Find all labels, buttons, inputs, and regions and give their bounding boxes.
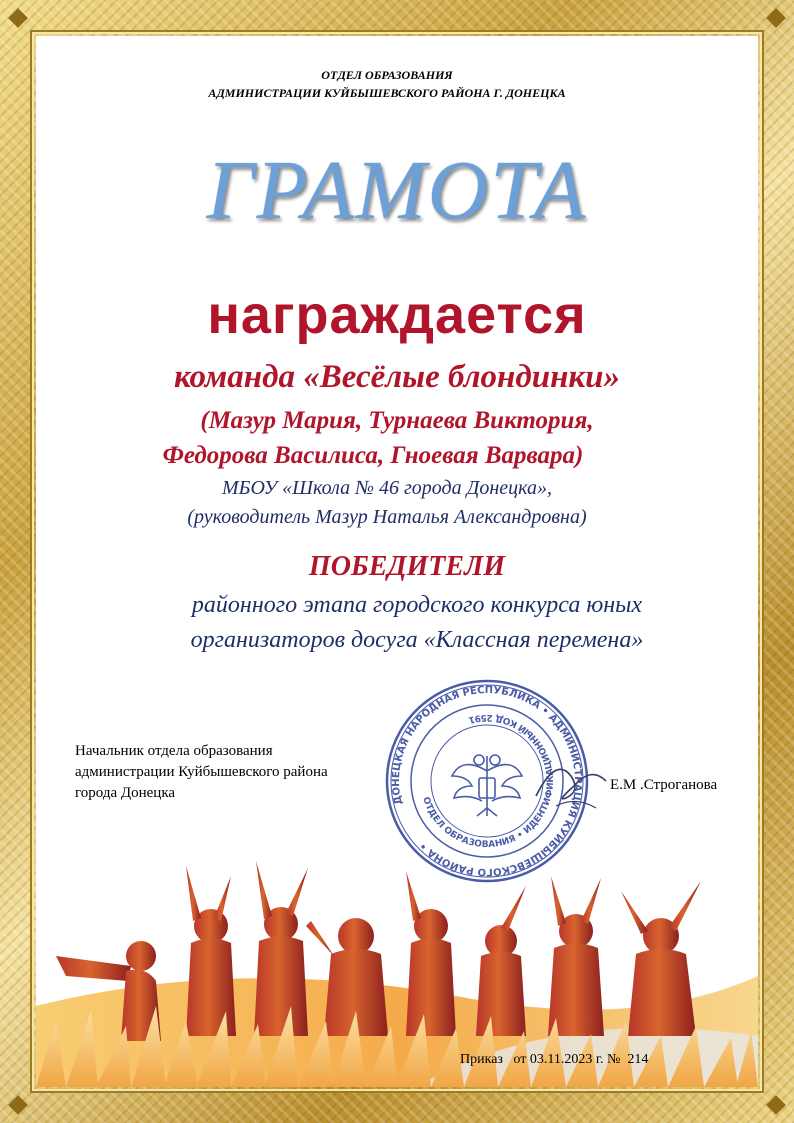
signer-line-2: администрации Куйбышевского района: [75, 764, 328, 780]
frame-corner-ornament: [8, 1095, 28, 1115]
stamp-outer-text: ДОНЕЦКАЯ НАРОДНАЯ РЕСПУБЛИКА • АДМИНИСТРАЦИЯ КУЙБЫШЕВСКОГО РАЙОНА •: [390, 684, 584, 878]
team-name: команда «Весёлые блондинки»: [173, 359, 621, 395]
stamp-inner-text: ОТДЕЛ ОБРАЗОВАНИЯ • ИДЕНТИФИКАЦИОННЫЙ КОД 2591: [420, 711, 557, 851]
signer-title: [75, 741, 405, 804]
contest-line-2: организаторов досуга «Классная перемена»: [190, 627, 644, 653]
contest-line-1: районного этапа городского конкурса юных: [191, 592, 643, 618]
members-line-2: Федорова Василиса, Гноевая Варвара): [162, 442, 584, 469]
result-heading: ПОБЕДИТЕЛИ: [308, 551, 506, 582]
signer-line-3: города Донецка: [75, 785, 176, 801]
frame-corner-ornament: [766, 8, 786, 28]
department-line-1: ОТДЕЛ ОБРАЗОВАНИЯ: [321, 68, 453, 82]
certificate-title: ГРАМОТА: [206, 144, 588, 237]
school-name: МБОУ «Школа № 46 города Донецка»,: [221, 477, 552, 499]
department-line-2: АДМИНИСТРАЦИИ КУЙБЫШЕВСКОГО РАЙОНА Г. ДОНЕЦКА: [208, 86, 566, 100]
signer-name: Е.М .Строганова: [610, 777, 718, 793]
handwritten-signature: [526, 736, 616, 826]
signer-line-1: Начальник отдела образования: [75, 743, 273, 759]
eagle-emblem-icon: [452, 755, 522, 816]
awarded-heading: награждается: [207, 285, 587, 345]
frame-corner-ornament: [8, 8, 28, 28]
certificate-paper: [36, 36, 758, 1087]
team-leader: (руководитель Мазур Наталья Александровна): [187, 506, 587, 528]
members-line-1: (Мазур Мария, Турнаева Виктория,: [200, 407, 594, 434]
order-reference: Приказ от 03.11.2023 г. № 214: [460, 1052, 649, 1067]
frame-corner-ornament: [766, 1095, 786, 1115]
